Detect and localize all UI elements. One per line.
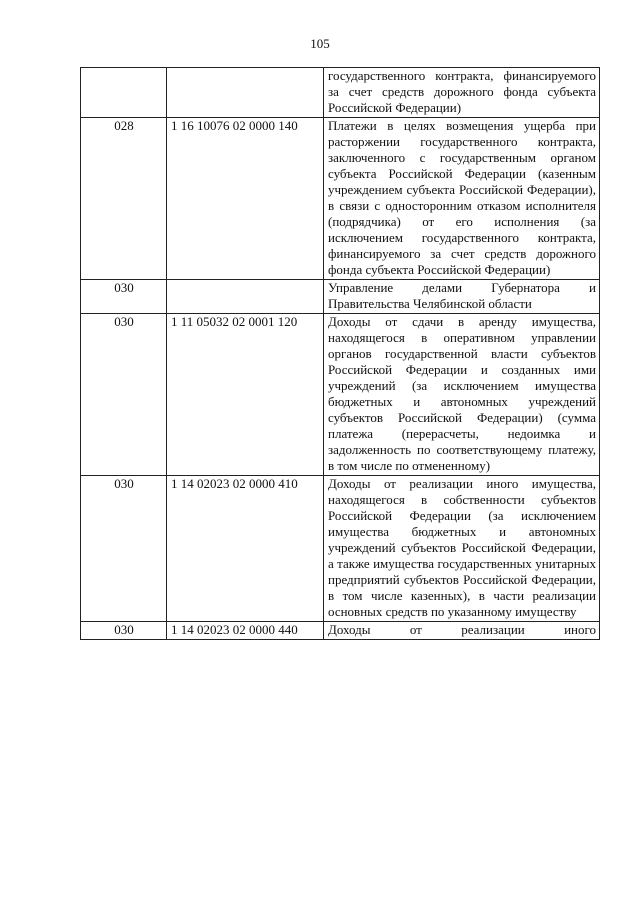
admin-code-cell: 030 — [81, 622, 167, 640]
table-row — [81, 622, 600, 640]
budget-code-cell — [167, 68, 324, 118]
table-row — [81, 68, 600, 118]
revenue-classification-table — [80, 67, 600, 640]
admin-code-cell: 030 — [81, 314, 167, 476]
budget-code-cell: 1 11 05032 02 0001 120 — [167, 314, 324, 476]
table-row — [81, 476, 600, 622]
budget-code-cell: 1 14 02023 02 0000 440 — [167, 622, 324, 640]
admin-code-cell: 030 — [81, 476, 167, 622]
revenue-name-cell: Доходы от сдачи в аренду имущества, находящегося в оперативном управлении органов государственной власти субъектов Российской Федерации и созданных ими учреждений (за исключением имущества бюджетных и автономных учреждений субъектов Российской Федерации) (сумма платежа (перерасчеты, недоимка и задолженность по соответствующему платежу, в том числе по отмененному) — [324, 314, 600, 476]
budget-code-cell: 1 14 02023 02 0000 410 — [167, 476, 324, 622]
revenue-name-cell: Доходы от реализации иного — [324, 622, 600, 640]
revenue-name-cell: Доходы от реализации иного имущества, находящегося в собственности субъектов Российской Федерации (за исключением имущества бюджетных и автономных учреждений субъектов Российской Федерации, а также имущества государственных унитарных предприятий субъектов Российской Федерации, в том числе казенных), в части реализации основных средств по указанному имуществу — [324, 476, 600, 622]
table-row — [81, 314, 600, 476]
table-row — [81, 118, 600, 280]
admin-code-cell: 028 — [81, 118, 167, 280]
budget-code-cell: 1 16 10076 02 0000 140 — [167, 118, 324, 280]
revenue-name-cell: Платежи в целях возмещения ущерба при расторжении государственного контракта, заключенного с государственным органом субъекта Российской Федерации (казенным учреждением субъекта Российской Федерации), в связи с односторонним отказом исполнителя (подрядчика) от его исполнения (за исключением государственного контракта, финансируемого за счет средств дорожного фонда субъекта Российской Федерации) — [324, 118, 600, 280]
revenue-name-cell: государственного контракта, финансируемого за счет средств дорожного фонда субъекта Российской Федерации) — [324, 68, 600, 118]
page-number: 105 — [310, 36, 330, 51]
revenue-name-cell: Управление делами Губернатора и Правительства Челябинской области — [324, 280, 600, 314]
admin-code-cell: 030 — [81, 280, 167, 314]
table-row — [81, 280, 600, 314]
budget-code-cell — [167, 280, 324, 314]
admin-code-cell — [81, 68, 167, 118]
